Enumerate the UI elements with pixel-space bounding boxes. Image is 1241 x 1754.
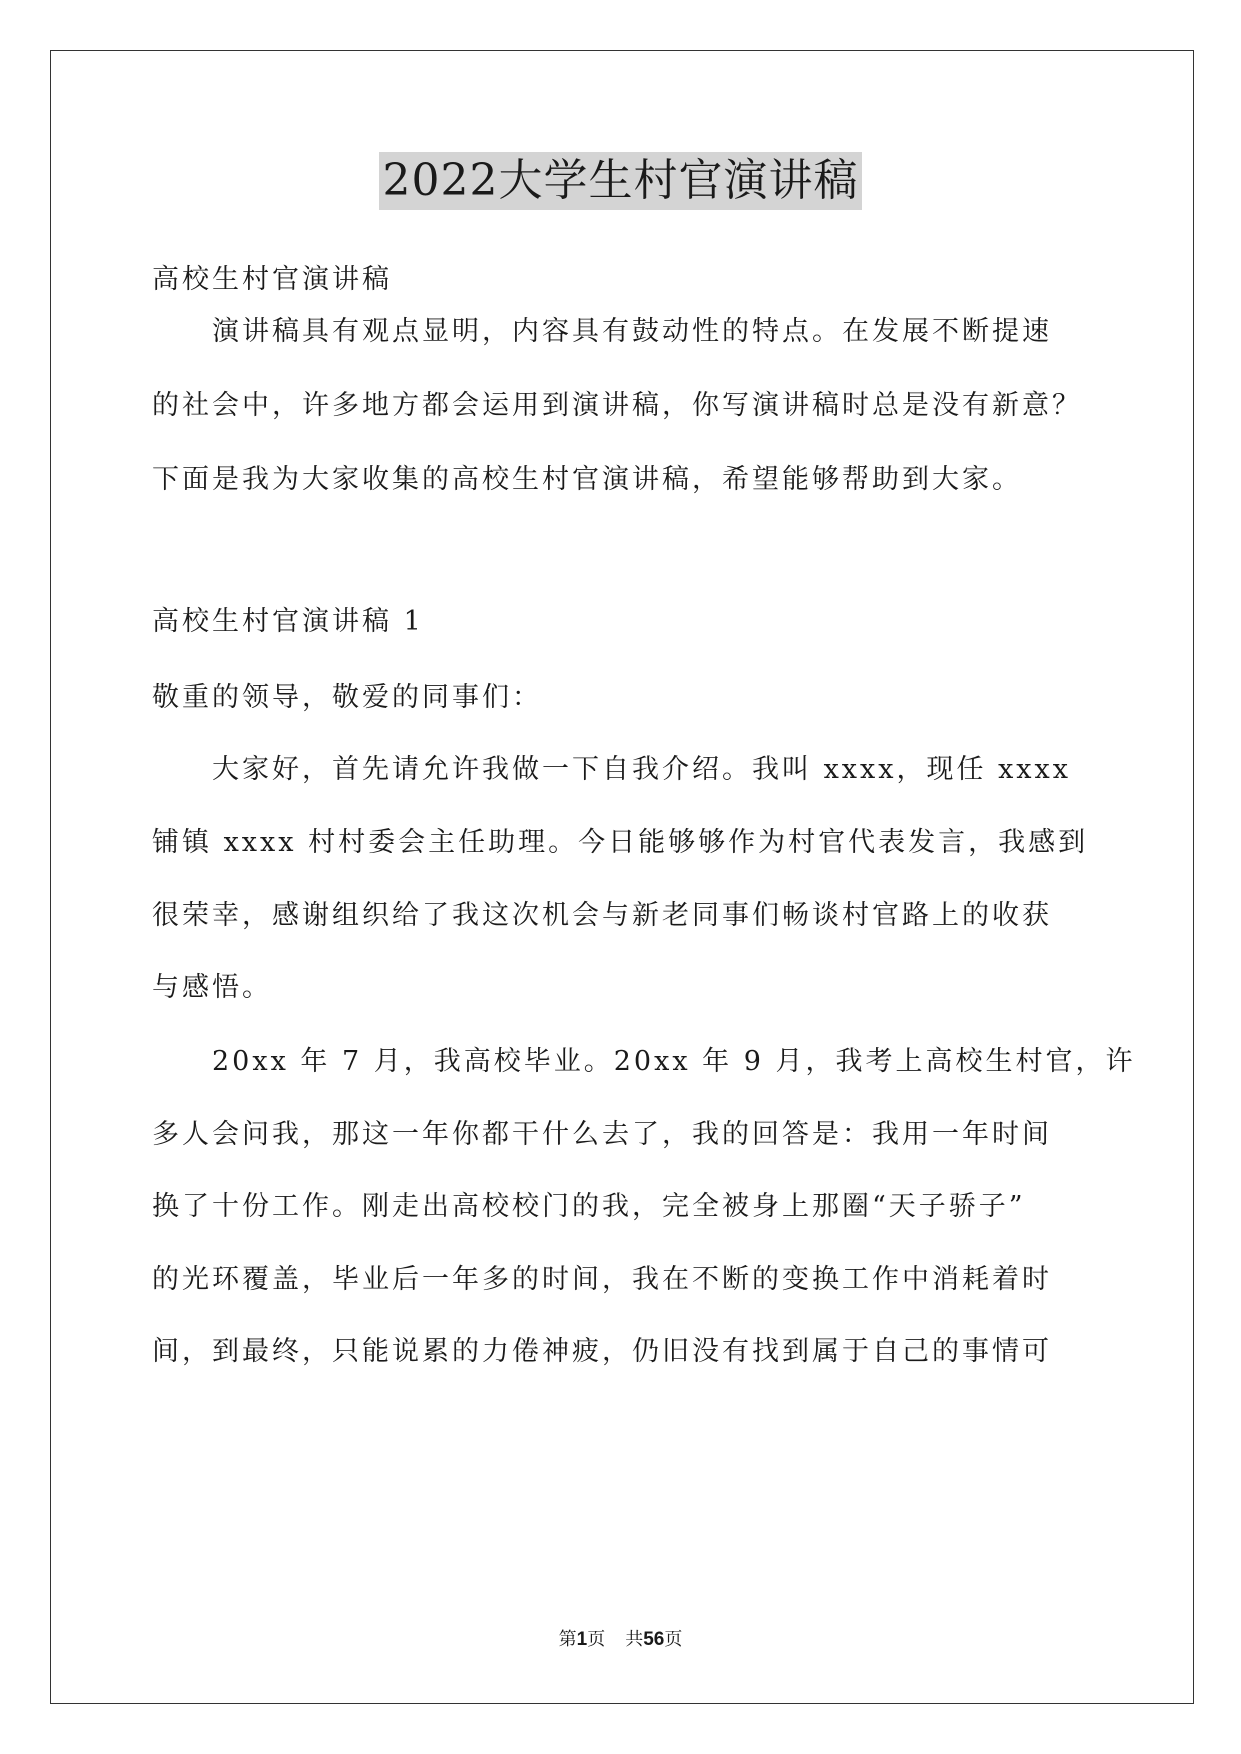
page-total: 56 <box>643 1629 665 1650</box>
section-title: 高校生村官演讲稿 1 <box>152 606 424 637</box>
title-container <box>0 152 1241 210</box>
para2-line-4: 的光环覆盖，毕业后一年多的时间，我在不断的变换工作中消耗着时 <box>152 1264 1052 1295</box>
para1-line-1: 大家好，首先请允许我做一下自我介绍。我叫 xxxx，现任 xxxx <box>152 754 1071 785</box>
page-suffix: 页 <box>587 1629 606 1650</box>
total-prefix: 共 <box>625 1629 644 1650</box>
intro-line-1: 演讲稿具有观点显明，内容具有鼓动性的特点。在发展不断提速 <box>152 316 1052 347</box>
para2-line-5: 间，到最终，只能说累的力倦神疲，仍旧没有找到属于自己的事情可 <box>152 1336 1052 1367</box>
para1-line-3: 很荣幸，感谢组织给了我这次机会与新老同事们畅谈村官路上的收获 <box>152 900 1052 931</box>
document-title: 2022大学生村官演讲稿 <box>379 152 863 210</box>
para2-line-3: 换了十份工作。刚走出高校校门的我，完全被身上那圈“天子骄子” <box>152 1191 1026 1222</box>
subtitle: 高校生村官演讲稿 <box>152 264 392 295</box>
page-footer <box>0 1628 1241 1652</box>
total-suffix: 页 <box>664 1629 683 1650</box>
para1-line-2: 铺镇 xxxx 村村委会主任助理。今日能够够作为村官代表发言，我感到 <box>152 827 1089 858</box>
para2-line-2: 多人会问我，那这一年你都干什么去了，我的回答是：我用一年时间 <box>152 1119 1052 1150</box>
intro-line-2: 的社会中，许多地方都会运用到演讲稿，你写演讲稿时总是没有新意？ <box>152 390 1082 421</box>
page-current: 1 <box>576 1629 588 1650</box>
para2-line-1: 20xx 年 7 月，我高校毕业。20xx 年 9 月，我考上高校生村官，许 <box>152 1046 1136 1077</box>
greeting: 敬重的领导，敬爱的同事们： <box>152 682 542 713</box>
intro-line-3: 下面是我为大家收集的高校生村官演讲稿，希望能够帮助到大家。 <box>152 464 1022 495</box>
para1-line-4: 与感悟。 <box>152 972 272 1003</box>
page-prefix: 第 <box>558 1629 577 1650</box>
